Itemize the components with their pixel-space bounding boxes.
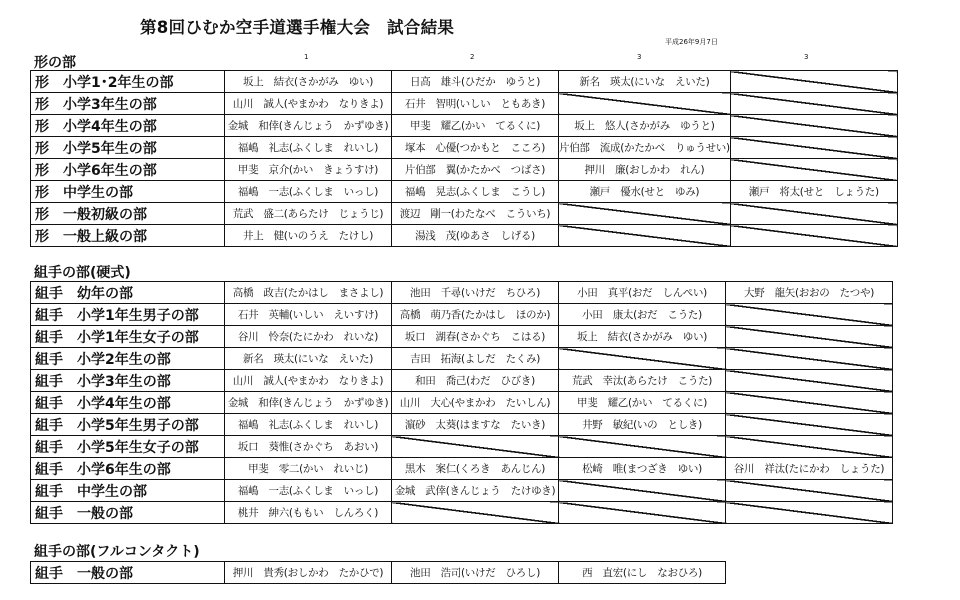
result-row [31, 326, 893, 348]
category-cell: 組手 一般の部 [31, 502, 225, 524]
placing-2-cell: 濵砂 太葵(はますな たいき) [392, 414, 559, 436]
category-cell: 形 中学生の部 [31, 181, 225, 203]
placing-4-cell: 大野 龍矢(おおの たつや) [726, 282, 893, 304]
event-date: 平成26年9月7日 [665, 38, 718, 46]
placing-1-cell: 桃井 紳六(ももい しんろく) [225, 502, 392, 524]
kumite-full-results-table [30, 561, 726, 584]
result-row [31, 480, 893, 502]
placing-3-cell: 瀬戸 優水(せと ゆみ) [559, 181, 731, 203]
result-row [31, 562, 727, 584]
result-row [31, 71, 898, 93]
result-row [31, 502, 893, 524]
category-cell: 組手 小学6年生の部 [31, 458, 225, 480]
placing-3-cell: 小田 康太(おだ こうた) [559, 304, 726, 326]
category-cell: 組手 小学3年生の部 [31, 370, 225, 392]
no-entry-cell [726, 480, 893, 502]
placing-4-cell: 谷川 祥汰(たにかわ しょうた) [726, 458, 893, 480]
no-entry-cell [730, 225, 897, 247]
placing-3-cell: 新名 瑛太(にいな えいた) [559, 71, 731, 93]
no-entry-cell [726, 304, 893, 326]
kumite-hard-results-table [30, 281, 893, 524]
placing-1-cell: 山川 誠人(やまかわ なりきよ) [225, 370, 392, 392]
placing-2-cell: 片伯部 翼(かたかべ つばさ) [392, 159, 559, 181]
result-row [31, 458, 893, 480]
result-row [31, 225, 898, 247]
column-header-2nd: 2 [470, 53, 475, 61]
placing-3-cell: 西 直宏(にし なおひろ) [559, 562, 726, 584]
no-entry-cell [559, 93, 731, 115]
result-row [31, 414, 893, 436]
result-row [31, 370, 893, 392]
placing-1-cell: 金城 和倖(きんじょう かずゆき) [225, 392, 392, 414]
placing-1-cell: 福嶋 礼志(ふくしま れいし) [225, 137, 392, 159]
category-cell: 形 一般初級の部 [31, 203, 225, 225]
column-header-1st: 1 [304, 53, 309, 61]
placing-2-cell: 金城 武倖(きんじょう たけゆき) [392, 480, 559, 502]
placing-2-cell: 吉田 拓海(よしだ たくみ) [392, 348, 559, 370]
placing-2-cell: 高橋 萌乃香(たかはし ほのか) [392, 304, 559, 326]
placing-2-cell: 山川 大心(やまかわ たいしん) [392, 392, 559, 414]
placing-3-cell: 押川 廉(おしかわ れん) [559, 159, 731, 181]
placing-3-cell: 井野 敏紀(いの としき) [559, 414, 726, 436]
result-row [31, 137, 898, 159]
no-entry-cell [559, 502, 726, 524]
placing-1-cell: 甲斐 京介(かい きょうすけ) [225, 159, 392, 181]
placing-1-cell: 高橋 政吉(たかはし まさよし) [225, 282, 392, 304]
placing-2-cell: 福嶋 晃志(ふくしま こうし) [392, 181, 559, 203]
no-entry-cell [392, 502, 559, 524]
placing-1-cell: 福嶋 礼志(ふくしま れいし) [225, 414, 392, 436]
no-entry-cell [730, 137, 897, 159]
placing-1-cell: 谷川 怜奈(たにかわ れいな) [225, 326, 392, 348]
category-cell: 組手 小学5年生女子の部 [31, 436, 225, 458]
category-cell: 組手 一般の部 [31, 562, 225, 584]
placing-2-cell: 池田 千尋(いけだ ちひろ) [392, 282, 559, 304]
placing-3-cell: 坂上 結衣(さかがみ ゆい) [559, 326, 726, 348]
result-row [31, 93, 898, 115]
no-entry-cell [730, 71, 897, 93]
no-entry-cell [559, 203, 731, 225]
placing-3-cell: 荒武 幸汰(あらたけ こうた) [559, 370, 726, 392]
category-cell: 組手 中学生の部 [31, 480, 225, 502]
placing-1-cell: 坂上 結衣(さかがみ ゆい) [225, 71, 392, 93]
placing-3-cell: 甲斐 耀乙(かい てるくに) [559, 392, 726, 414]
placing-1-cell: 井上 健(いのうえ たけし) [225, 225, 392, 247]
no-entry-cell [730, 203, 897, 225]
placing-2-cell: 日高 雄斗(ひだか ゆうと) [392, 71, 559, 93]
category-cell: 形 小学3年生の部 [31, 93, 225, 115]
placing-1-cell: 甲斐 零二(かい れいじ) [225, 458, 392, 480]
section-heading-kata: 形の部 [34, 55, 76, 71]
no-entry-cell [726, 502, 893, 524]
no-entry-cell [726, 348, 893, 370]
no-entry-cell [726, 392, 893, 414]
category-cell: 組手 小学4年生の部 [31, 392, 225, 414]
placing-3-cell: 片伯部 流成(かたかべ りゅうせい) [559, 137, 731, 159]
result-row [31, 282, 893, 304]
result-row [31, 304, 893, 326]
empty-space [726, 562, 727, 584]
result-row [31, 436, 893, 458]
no-entry-cell [392, 436, 559, 458]
placing-2-cell: 甲斐 耀乙(かい てるくに) [392, 115, 559, 137]
category-cell: 形 小学5年生の部 [31, 137, 225, 159]
placing-1-cell: 荒武 盛二(あらたけ じょうじ) [225, 203, 392, 225]
category-cell: 組手 小学2年生の部 [31, 348, 225, 370]
category-cell: 形 小学4年生の部 [31, 115, 225, 137]
no-entry-cell [559, 348, 726, 370]
no-entry-cell [559, 480, 726, 502]
category-cell: 形 小学1･2年生の部 [31, 71, 225, 93]
no-entry-cell [726, 326, 893, 348]
category-cell: 形 小学6年生の部 [31, 159, 225, 181]
placing-1-cell: 福嶋 一志(ふくしま いっし) [225, 480, 392, 502]
placing-2-cell: 池田 浩司(いけだ ひろし) [392, 562, 559, 584]
result-row [31, 348, 893, 370]
placing-2-cell: 石井 智明(いしい ともあき) [392, 93, 559, 115]
no-entry-cell [726, 370, 893, 392]
category-cell: 組手 幼年の部 [31, 282, 225, 304]
placing-1-cell: 新名 瑛太(にいな えいた) [225, 348, 392, 370]
section-heading-kumite-hard: 組手の部(硬式) [34, 265, 131, 281]
no-entry-cell [726, 414, 893, 436]
result-row [31, 159, 898, 181]
category-cell: 組手 小学1年生女子の部 [31, 326, 225, 348]
kata-results-table [30, 70, 898, 247]
no-entry-cell [559, 225, 731, 247]
placing-3-cell: 松崎 唯(まつざき ゆい) [559, 458, 726, 480]
placing-1-cell: 石井 英輔(いしい えいすけ) [225, 304, 392, 326]
placing-1-cell: 福嶋 一志(ふくしま いっし) [225, 181, 392, 203]
result-row [31, 181, 898, 203]
result-row [31, 115, 898, 137]
placing-2-cell: 塚本 心優(つかもと こころ) [392, 137, 559, 159]
result-row [31, 203, 898, 225]
category-cell: 組手 小学5年生男子の部 [31, 414, 225, 436]
placing-1-cell: 坂口 葵惟(さかぐち あおい) [225, 436, 392, 458]
page-title: 第8回ひむか空手道選手権大会 試合結果 [140, 18, 455, 37]
placing-1-cell: 金城 和倖(きんじょう かずゆき) [225, 115, 392, 137]
section-heading-kumite-full: 組手の部(フルコンタクト) [34, 544, 200, 560]
no-entry-cell [730, 115, 897, 137]
placing-2-cell: 渡辺 剛一(わたなべ こういち) [392, 203, 559, 225]
no-entry-cell [726, 436, 893, 458]
category-cell: 形 一般上級の部 [31, 225, 225, 247]
placing-2-cell: 湯浅 茂(ゆあさ しげる) [392, 225, 559, 247]
placing-1-cell: 山川 誠人(やまかわ なりきよ) [225, 93, 392, 115]
category-cell: 組手 小学1年生男子の部 [31, 304, 225, 326]
placing-2-cell: 坂口 湖春(さかぐち こはる) [392, 326, 559, 348]
placing-2-cell: 黒木 案仁(くろき あんじん) [392, 458, 559, 480]
placing-4-cell: 瀬戸 将太(せと しょうた) [730, 181, 897, 203]
no-entry-cell [730, 93, 897, 115]
no-entry-cell [559, 436, 726, 458]
placing-1-cell: 押川 貴秀(おしかわ たかひで) [225, 562, 392, 584]
placing-3-cell: 坂上 悠人(さかがみ ゆうと) [559, 115, 731, 137]
result-row [31, 392, 893, 414]
no-entry-cell [730, 159, 897, 181]
placing-2-cell: 和田 喬己(わだ ひびき) [392, 370, 559, 392]
placing-3-cell: 小田 真平(おだ しんぺい) [559, 282, 726, 304]
column-header-3rd-a: 3 [637, 53, 642, 61]
column-header-3rd-b: 3 [804, 53, 809, 61]
